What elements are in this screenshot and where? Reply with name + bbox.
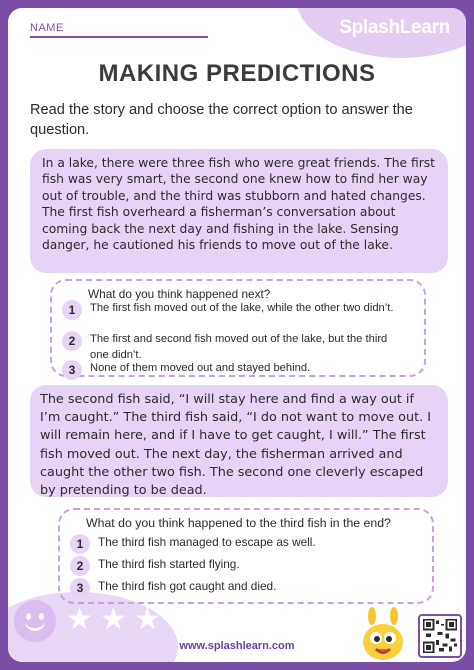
option-text: The third fish started flying. <box>98 557 240 571</box>
option-text: The third fish managed to escape as well. <box>98 535 316 549</box>
option-text: The first and second fish moved out of the lake, but the third one didn’t. <box>90 333 388 361</box>
footer-url[interactable]: www.splashlearn.com <box>179 640 295 652</box>
option-number-badge: 1 <box>62 300 82 320</box>
option-number-badge: 1 <box>70 534 90 554</box>
name-label: NAME <box>30 22 64 34</box>
option-number-badge: 3 <box>70 578 90 598</box>
name-line[interactable] <box>30 36 208 38</box>
option-2-2[interactable] <box>70 557 418 576</box>
question-box-1 <box>50 279 426 377</box>
star-icon: ★ <box>134 602 161 637</box>
option-number-badge: 3 <box>62 360 82 380</box>
question-text-1: What do you think happened next? <box>88 287 271 301</box>
star-icon: ★ <box>100 602 127 637</box>
story-panel-2: The second fish said, “I will stay here and find a way out if I’m caught.” The third fish said, “I do not want to move out. I will remain here, and if I have to get caught, I will.” The first fish moved out. The next day, the fisherman arrived and caught the other two fish. The second one cleverly escaped by pretending to be dead. <box>30 385 448 497</box>
story-panel-1: In a lake, there were three fish who were great friends. The first fish was very smart, the second one knew how to find her way out of trouble, and the third was stubborn and hated changes. The first fish overheard a fisherman’s conversation about coming back the next day and fishing in the lake. Sensing danger, he cautioned his friends to move out of the lake. <box>30 149 448 273</box>
instructions: Read the story and choose the correct option to answer the question. <box>30 102 413 138</box>
question-text-2: What do you think happened to the third fish in the end? <box>86 516 391 530</box>
smiley-face-icon <box>14 600 56 642</box>
question-box-2 <box>58 508 434 604</box>
option-1-2[interactable] <box>62 332 408 363</box>
option-2-1[interactable] <box>70 535 418 554</box>
option-2-3[interactable] <box>70 579 418 598</box>
qr-code-icon[interactable] <box>418 614 462 658</box>
option-text: The third fish got caught and died. <box>98 579 277 593</box>
option-1-3[interactable] <box>62 361 408 380</box>
option-number-badge: 2 <box>70 556 90 576</box>
page-title: MAKING PREDICTIONS <box>98 60 376 87</box>
option-text: The first fish moved out of the lake, while the other two didn’t. <box>90 302 394 314</box>
star-icon: ★ <box>66 602 93 637</box>
option-1-1[interactable] <box>62 301 408 320</box>
option-text: None of them moved out and stayed behind. <box>90 362 311 374</box>
option-number-badge: 2 <box>62 331 82 351</box>
worksheet-page <box>8 8 466 662</box>
brand-logo: SplashLearn <box>339 17 450 38</box>
mascot-icon <box>356 606 412 662</box>
